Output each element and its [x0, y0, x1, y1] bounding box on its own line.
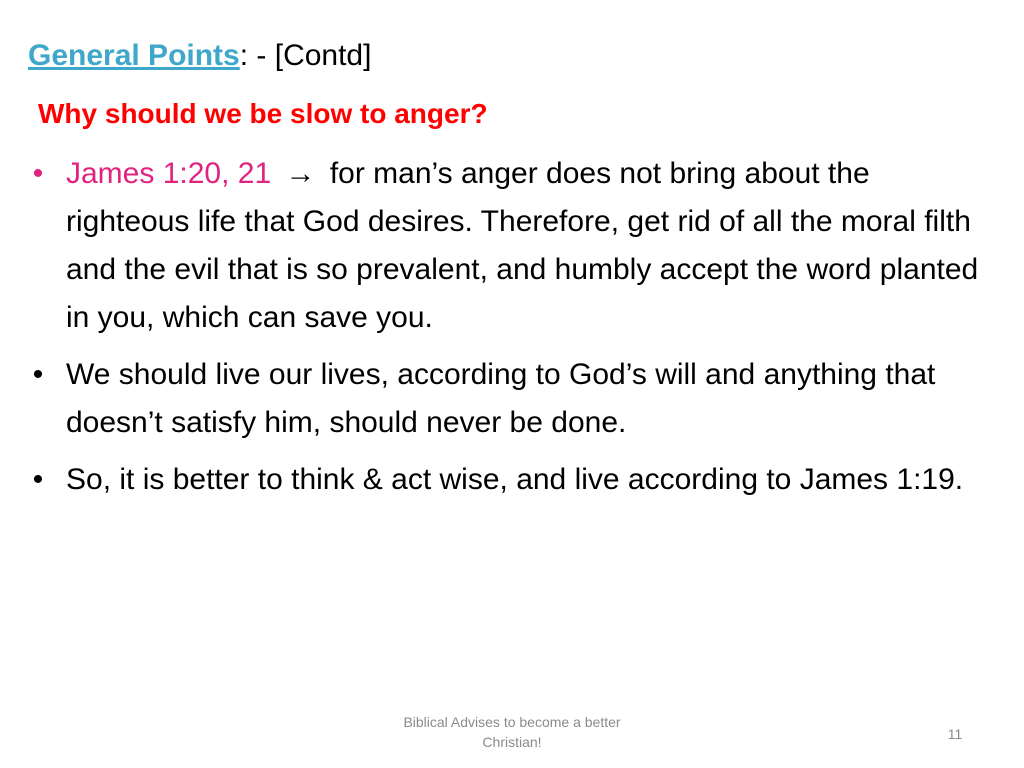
right-arrow-icon: → [285, 157, 316, 190]
bullet-dot-icon: • [32, 157, 44, 190]
slide-subheading: Why should we be slow to anger? [38, 98, 488, 129]
bullet-text: We should live our lives, according to God’s will and anything that doesn’t satisfy him, should never be done. [66, 358, 936, 439]
page-number: 11 [947, 726, 963, 742]
heading-suffix: : - [Contd] [239, 39, 372, 72]
bullet-dot-icon: • [32, 463, 44, 496]
bullet-item-2 [28, 351, 988, 447]
slide-heading [28, 34, 371, 78]
bullet-item-3 [28, 456, 988, 504]
heading-link[interactable]: General Points [28, 39, 240, 72]
bullet-text: So, it is better to think & act wise, and live according to James 1:19. [66, 463, 964, 496]
slide-footer: Biblical Advises to become a better Christian! [403, 714, 621, 750]
bullet-dot-icon: • [32, 358, 44, 391]
scripture-reference: James 1:20, 21 [66, 157, 272, 190]
bullet-text: for man’s anger does not bring about the righteous life that God desires. Therefore, get rid of all the moral filth and the evil that is so prevalent, and humbly accept the word planted in you, which can save you. [66, 157, 979, 334]
bullet-list [28, 150, 988, 513]
bullet-item-1 [28, 150, 988, 342]
